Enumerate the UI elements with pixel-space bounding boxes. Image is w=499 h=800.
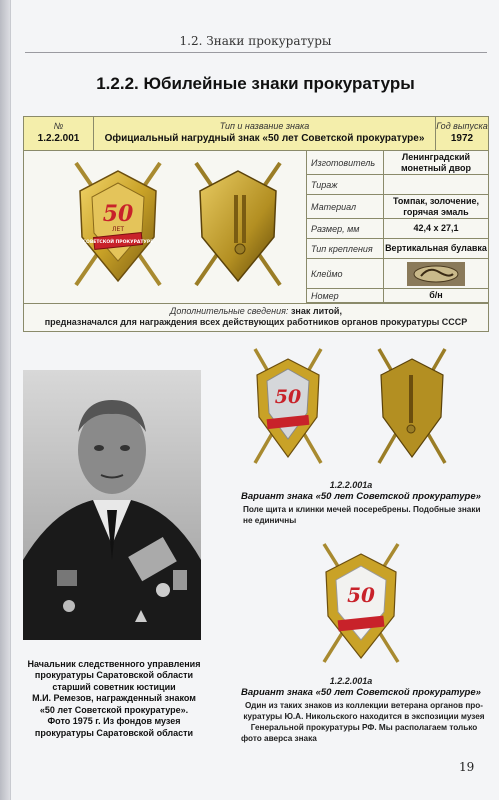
name-label: Тип и название знака — [219, 121, 310, 131]
badge-table — [23, 116, 489, 332]
property-value: Ленинградский монетный двор — [400, 152, 472, 173]
badge-years-text: ЛЕТ — [112, 226, 124, 233]
header-year-cell — [436, 117, 488, 150]
property-key: Тип крепления — [306, 239, 384, 258]
additional-info-value-1: знак литой, — [290, 306, 342, 316]
description-line: не единичны — [243, 516, 297, 526]
property-row-size — [306, 219, 488, 239]
caption-line: старший советник юстиции — [52, 681, 176, 692]
page-spine — [0, 0, 10, 800]
property-row-material — [306, 195, 488, 219]
caption-line: «50 лет Советской прокуратуре». — [39, 704, 189, 715]
header-name-cell — [94, 117, 436, 150]
caption-line: М.И. Ремезов, награжденный знаком — [32, 693, 196, 704]
property-row-number — [306, 289, 488, 303]
property-key: Клеймо — [306, 259, 384, 288]
caption-line: прокуратуры Саратовской области — [34, 727, 194, 738]
running-head: 1.2. Знаки прокуратуры — [179, 34, 332, 48]
portrait-caption — [23, 659, 205, 739]
property-key: Номер — [306, 289, 384, 302]
property-row-hallmark — [306, 259, 488, 289]
variant-a-title: Вариант знака «50 лет Советской прокуратуре» — [241, 491, 481, 502]
property-row-maker — [306, 151, 488, 175]
additional-info-value-2: предназначался для награждения всех действующих работников органов прокуратуры СССР — [44, 317, 468, 328]
section-title: 1.2.2. Юбилейные знаки прокуратуры — [96, 74, 415, 93]
variant-b-obverse-photo — [316, 540, 406, 670]
property-row-edition — [306, 175, 488, 195]
additional-info — [24, 303, 488, 331]
variant-b-number-text: 50 — [347, 583, 375, 607]
book-page — [10, 0, 499, 800]
property-value — [384, 175, 488, 194]
variant-b-number: 1.2.2.001а — [329, 676, 373, 686]
variant-a-obverse-icon — [247, 345, 329, 470]
property-value: б/н — [429, 290, 443, 301]
page-number: 19 — [459, 760, 475, 774]
property-value: Вертикальная булавка — [385, 243, 487, 254]
year-value: 1972 — [450, 133, 474, 144]
variant-a-description — [235, 504, 493, 526]
badge-number-text: 50 — [102, 201, 134, 227]
additional-info-label: Дополнительные сведения: — [170, 306, 289, 316]
property-key: Размер, мм — [306, 219, 384, 238]
portrait-icon — [23, 370, 201, 640]
caption-line: прокуратуры Саратовской области — [34, 670, 194, 681]
number-label: № — [53, 121, 64, 131]
badge-obverse-icon — [64, 157, 172, 292]
name-value: Официальный нагрудный знак «50 лет Советской прокуратуре» — [104, 133, 425, 144]
variant-a-reverse-icon — [371, 345, 453, 470]
header-number-cell — [24, 117, 94, 150]
property-key: Материал — [306, 195, 384, 218]
description-line: Генеральной прокуратуры РФ. Мы располагаем только — [250, 723, 478, 733]
description-line: фото аверса знака — [241, 734, 317, 744]
badge-obverse-photo — [64, 157, 172, 292]
property-key: Тираж — [306, 175, 384, 194]
property-value: Томпак, золочение, горячая эмаль — [392, 196, 479, 217]
badge-ribbon-text: СОВЕТСКОЙ ПРОКУРАТУРЕ — [82, 240, 154, 245]
variant-b-obverse-icon — [316, 540, 406, 670]
description-line: куратуры Ю.А. Никольского находится в экспозиции музея — [243, 712, 485, 722]
number-value: 1.2.2.001 — [37, 133, 80, 144]
description-line: Поле щита и клинки мечей посеребрены. Подобные знаки — [243, 505, 481, 514]
table-header — [24, 117, 488, 151]
badge-reverse-photo — [184, 157, 292, 292]
badge-reverse-icon — [184, 157, 292, 292]
caption-line: Начальник следственного управления — [27, 659, 201, 669]
variant-b-description — [235, 700, 493, 744]
hallmark-icon — [407, 262, 465, 286]
variant-a-number: 1.2.2.001а — [329, 480, 373, 490]
year-label: Год выпуска — [436, 121, 488, 131]
portrait-photo — [23, 370, 201, 640]
variant-a-reverse-photo — [371, 345, 453, 470]
variant-b-title: Вариант знака «50 лет Советской прокуратуре» — [241, 687, 481, 698]
property-key: Изготовитель — [306, 151, 384, 174]
header-rule — [25, 52, 487, 53]
property-row-fastening — [306, 239, 488, 259]
hallmark-image — [384, 259, 488, 288]
caption-line: Фото 1975 г. Из фондов музея — [47, 716, 181, 727]
property-value: 42,4 х 27,1 — [413, 223, 459, 234]
variant-a-obverse-photo — [247, 345, 329, 470]
variant-a-number-text: 50 — [274, 386, 302, 408]
description-line: Один из таких знаков из коллекции ветерана органов про- — [244, 701, 484, 710]
